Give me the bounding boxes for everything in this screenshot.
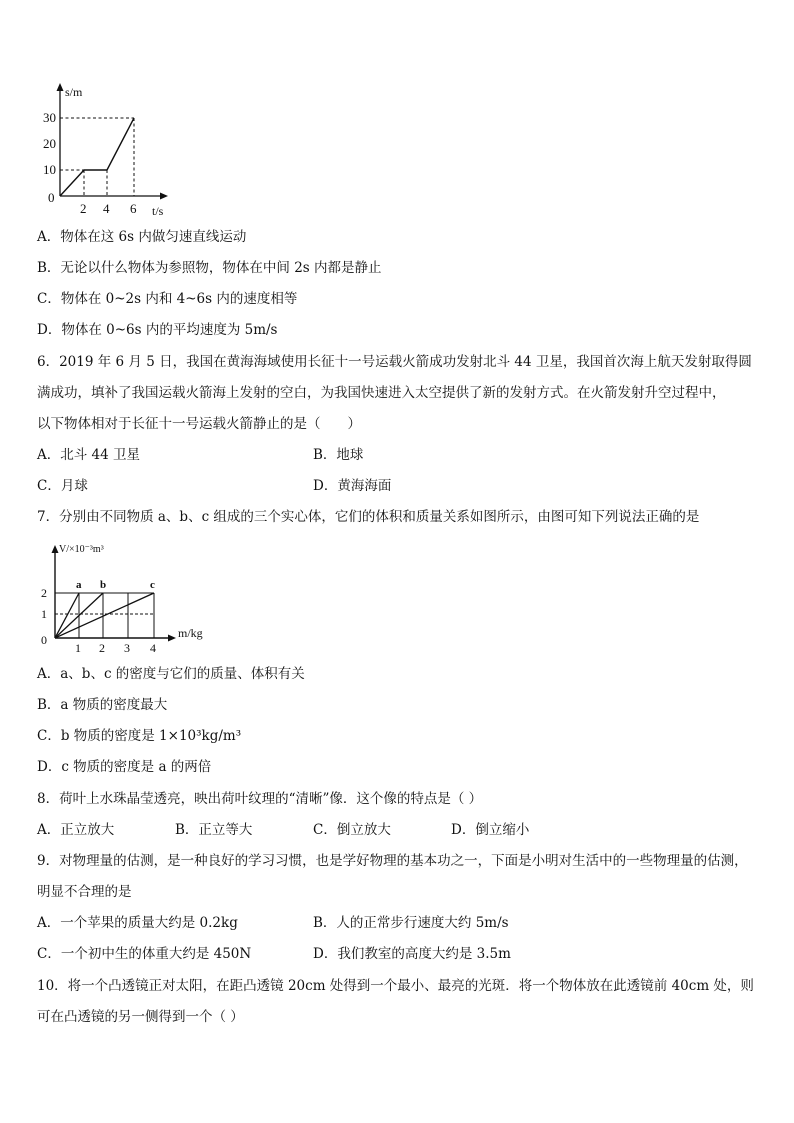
x-tick-6: 6	[130, 201, 137, 216]
label-b: b	[100, 579, 107, 591]
q6-option-c: C．月球	[37, 478, 88, 494]
label-a: a	[76, 579, 82, 591]
y-axis-label: s/m	[65, 85, 83, 99]
q9-option-b: B．人的正常步行速度大约 5m/s	[313, 915, 509, 931]
q6-stem-line-1: 6．2019 年 6 月 5 日，我国在黄海海域使用长征十一号运载火箭成功发射北斗 44 卫星，我国首次海上航天发射取得圆	[37, 354, 752, 370]
q9-stem-line-1: 9．对物理量的估测，是一种良好的学习习惯，也是学好物理的基本功之一，下面是小明对生活中的一些物理量的估测，	[37, 853, 748, 869]
q6-option-b: B．地球	[313, 447, 364, 463]
x-axis-arrow	[160, 193, 168, 200]
q9-option-a: A．一个苹果的质量大约是 0.2kg	[37, 915, 238, 931]
origin-label: 0	[48, 190, 55, 205]
q6-option-a: A．北斗 44 卫星	[37, 447, 141, 463]
q7-option-a: A．a、b、c 的密度与它们的质量、体积有关	[37, 666, 305, 682]
vm-x-tick-4: 4	[150, 641, 156, 655]
vm-x-tick-2: 2	[99, 641, 105, 655]
q7-option-b: B．a 物质的密度最大	[37, 697, 168, 713]
vm-y-axis-label: V/×10⁻³m³	[59, 544, 104, 555]
x-tick-4: 4	[103, 201, 110, 216]
q7-option-d: D．c 物质的密度是 a 的两倍	[37, 759, 212, 775]
vm-y-tick-2: 2	[41, 586, 47, 600]
q5-option-b: B．无论以什么物体为参照物，物体在中间 2s 内都是静止	[37, 260, 382, 276]
q6-stem-line-2: 满成功，填补了我国运载火箭海上发射的空白，为我国快速进入太空提供了新的发射方式。在火箭发射升空过程中，	[37, 385, 726, 401]
x-tick-2: 2	[80, 201, 87, 216]
q8-stem: 8．荷叶上水珠晶莹透亮，映出荷叶纹理的“清晰”像．这个像的特点是（ ）	[37, 791, 483, 807]
y-tick-30: 30	[43, 110, 56, 125]
vm-origin-label: 0	[41, 633, 47, 647]
q9-stem-line-2: 明显不合理的是	[37, 884, 132, 900]
q10-stem-line-1: 10．将一个凸透镜正对太阳，在距凸透镜 20cm 处得到一个最小、最亮的光斑．将一个物体放在此透镜前 40cm 处，则	[37, 978, 754, 994]
q9-option-d: D．我们教室的高度大约是 3.5m	[313, 946, 511, 962]
q5-option-a: A．物体在这 6s 内做匀速直线运动	[37, 229, 247, 245]
y-tick-20: 20	[43, 136, 56, 151]
q7-option-c: C．b 物质的密度是 1×10³kg/m³	[37, 728, 242, 744]
y-tick-10: 10	[43, 162, 56, 177]
vm-x-tick-3: 3	[124, 641, 130, 655]
q6-option-d: D．黄海海面	[313, 478, 392, 494]
x-axis-label: t/s	[152, 204, 164, 218]
q9-option-c: C．一个初中生的体重大约是 450N	[37, 946, 252, 962]
q6-stem-line-3: 以下物体相对于长征十一号运载火箭静止的是（ ）	[37, 416, 361, 432]
vm-x-axis-label: m/kg	[178, 626, 203, 640]
q5-option-d: D．物体在 0~6s 内的平均速度为 5m/s	[37, 322, 278, 338]
q5-option-c: C．物体在 0~2s 内和 4~6s 内的速度相等	[37, 291, 298, 307]
label-c: c	[150, 579, 155, 591]
q8-option-d: D．倒立缩小	[451, 822, 530, 838]
q7-stem: 7．分别由不同物质 a、b、c 组成的三个实心体，它们的体积和质量关系如图所示，由图可知下列说法正确的是	[37, 509, 700, 525]
q8-option-c: C．倒立放大	[313, 822, 391, 838]
q8-option-a: A．正立放大	[37, 822, 115, 838]
vm-x-tick-1: 1	[75, 641, 81, 655]
st-graph-line	[60, 118, 134, 196]
y-axis-arrow	[57, 83, 64, 91]
q8-option-b: B．正立等大	[175, 822, 253, 838]
vm-y-tick-1: 1	[41, 607, 47, 621]
q10-stem-line-2: 可在凸透镜的另一侧得到一个（ ）	[37, 1009, 244, 1025]
